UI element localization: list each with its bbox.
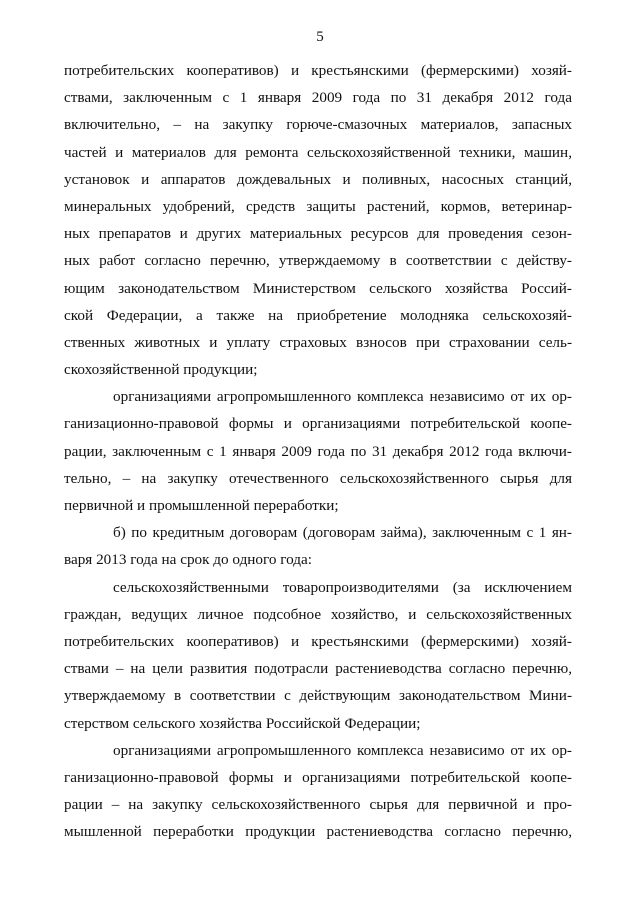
text-line: первичной и промышленной переработки;: [64, 497, 339, 514]
text-line: установок и аппаратов дождевальных и поливных, насосных станций,: [64, 170, 572, 188]
text-line: ганизационно-правовой формы и организациями потребительской коопе-: [64, 415, 572, 433]
text-line: минеральных удобрений, средств защиты растений, кормов, ветеринар-: [64, 197, 572, 215]
text-line: ской Федерации, а также на приобретение молодняка сельскохозяй-: [64, 306, 572, 324]
text-line: ганизационно-правовой формы и организациями потребительской коопе-: [64, 768, 572, 786]
document-body: [64, 57, 572, 845]
text-line: скохозяйственной продукции;: [64, 361, 258, 379]
text-line: рации – на закупку сельскохозяйственного сырья для первичной и про-: [64, 796, 572, 814]
text-line: тельно, – на закупку отечественного сельскохозяйственного сырья для: [64, 469, 572, 487]
text-line: организациями агропромышленного комплекса независимо от их ор-: [113, 741, 572, 759]
text-line: стерством сельского хозяйства Российской Федерации;: [64, 714, 421, 732]
page-number: 5: [316, 29, 324, 45]
text-line: ных препаратов и других материальных ресурсов для проведения сезон-: [64, 225, 572, 243]
text-line: включительно, – на закупку горюче-смазочных материалов, запасных: [64, 116, 572, 134]
text-line: ных работ согласно перечню, утверждаемому в соответствии с действу-: [64, 252, 572, 270]
text-line: варя 2013 года на срок до одного года:: [64, 551, 312, 569]
text-line: ственных животных и уплату страховых взносов при страховании сель-: [64, 333, 572, 351]
text-line: б) по кредитным договорам (договорам займа), заключенным с 1 ян-: [113, 524, 572, 542]
text-line: ющим законодательством Министерством сельского хозяйства Россий-: [64, 279, 572, 297]
text-line: рации, заключенным с 1 января 2009 года по 31 декабря 2012 года включи-: [64, 442, 572, 460]
text-line: граждан, ведущих личное подсобное хозяйство, и сельскохозяйственных: [64, 605, 572, 623]
text-line: мышленной переработки продукции растениеводства согласно перечню,: [64, 823, 572, 841]
text-line: утверждаемому в соответствии с действующим законодательством Мини-: [64, 687, 572, 705]
text-line: сельскохозяйственными товаропроизводителями (за исключением: [113, 578, 572, 596]
text-line: ствами, заключенным с 1 января 2009 года по 31 декабря 2012 года: [64, 89, 572, 107]
text-line: ствами – на цели развития подотрасли растениеводства согласно перечню,: [64, 660, 572, 678]
text-line: частей и материалов для ремонта сельскохозяйственной техники, машин,: [64, 143, 572, 161]
text-line: потребительских кооперативов) и крестьянскими (фермерскими) хозяй-: [64, 632, 572, 650]
text-line: потребительских кооперативов) и крестьянскими (фермерскими) хозяй-: [64, 62, 572, 79]
text-line: организациями агропромышленного комплекса независимо от их ор-: [113, 388, 572, 406]
